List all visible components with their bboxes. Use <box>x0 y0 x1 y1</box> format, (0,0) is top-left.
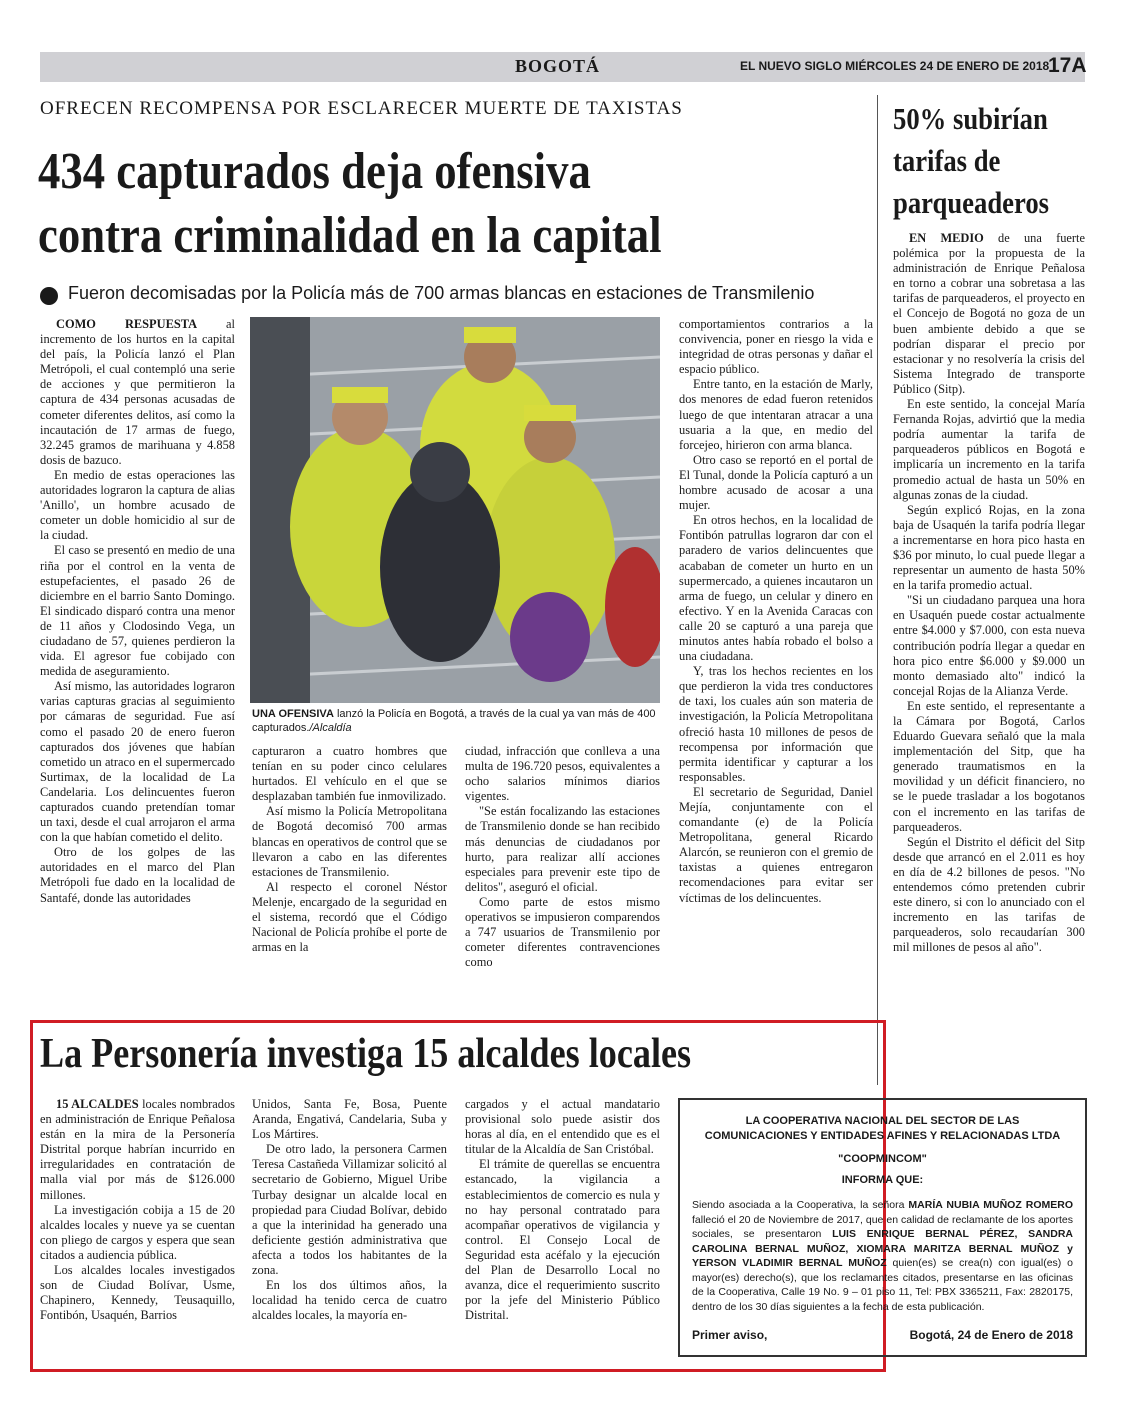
notice-date: Bogotá, 24 de Enero de 2018 <box>909 1328 1073 1342</box>
article-subhead: Fueron decomisadas por la Policía más de 700 armas blancas en estaciones de Transmilenio <box>68 283 815 303</box>
notice-person: MARÍA NUBIA MUÑOZ ROMERO <box>908 1199 1073 1211</box>
paragraph: En este sentido, la concejal María Fernanda Rojas, advirtió que la media podría aumentar la tarifa de parqueaderos públicos en Bogotá e implicaría un incremento en la tarifa promedio actual de hasta un 50% en algunas zonas de la ciudad. <box>893 397 1085 502</box>
side-headline-line1: 50% subirían <box>893 101 1048 136</box>
side-headline-line2: tarifas de <box>893 143 1001 178</box>
side-headline <box>893 98 1065 224</box>
paragraph: Y, tras los hechos recientes en los que perdieron la vida tres conductores de taxi, los cuales aún son materia de investigación, la Policía Metropolitana ofreció hasta 10 millones de pesos de recompensa por información que permita identificar y capturar a los responsables. <box>679 664 873 784</box>
caption-text: lanzó la Policía en Bogotá, a través de la cual ya van más de 400 capturados. <box>252 708 656 734</box>
page-number: 17A <box>1048 54 1087 77</box>
paragraph: Los alcaldes locales investigados son de Ciudad Bolívar, Usme, Chapinero, Kennedy, Teusaquillo, Fontibón, Usaquén, Barrios <box>40 1263 235 1323</box>
second-article-column-1 <box>40 1097 235 1352</box>
second-article-column-2 <box>252 1097 447 1352</box>
paragraph <box>40 1097 235 1203</box>
main-article-column-3 <box>465 744 660 999</box>
second-headline: La Personería investiga 15 alcaldes locales <box>40 1031 692 1077</box>
article-kicker: OFRECEN RECOMPENSA POR ESCLARECER MUERTE DE TAXISTAS <box>40 98 683 119</box>
paragraph-text: de una fuerte polémica por la propuesta de la administración de Enrique Peñalosa en torno a cobrar una sobretasa a las tarifas de parqueaderos, el proyecto en el Concejo de Bogotá no goza de un buen ambiente debido a que se podrían disparar el precio por estacionar y no resolvería la crisis del Sistema Integrado de transporte Público (Sitp). <box>893 231 1085 396</box>
paragraph: Según explicó Rojas, en la zona baja de Usaquén la tarifa podría llegar a incrementarse en hora pico hasta en $36 por minuto, lo cual puede llegar a representar un aumento de hasta 50% en la tarifa promedio actual. <box>893 502 1085 593</box>
main-headline <box>38 140 752 268</box>
paragraph: Así mismo, las autoridades lograron varias capturas gracias al seguimiento por cámaras de seguridad. Fue así como el pasado 20 de enero fueron capturados dos jóvenes que habían cometido un atraco en el supermercado Surtimax, de la localidad de La Candelaria. Los delincuentes fueron capturados cuando pretendían tomar un taxi, desde el cual arrojaron el arma con la que habían cometido el delito. <box>40 679 235 845</box>
column-divider <box>877 95 878 1085</box>
paragraph: "Se están focalizando las estaciones de Transmilenio donde se han recibido más denuncias de ciudadanos por hurto, para realizar allí acciones especiales para prevenir este tipo de delitos", aseguró el oficial. <box>465 804 660 894</box>
paragraph: capturaron a cuatro hombres que tenían en su poder cinco celulares hurtados. El vehículo en el que se desplazaban también fue inmovilizado. <box>252 744 447 804</box>
main-headline-line1: 434 capturados deja ofensiva <box>38 143 591 200</box>
paragraph: "Si un ciudadano parquea una hora en Usaquén puede costar actualmente entre $4.000 y $7.000, con esta nueva contribución podría llegar a quedar en hora pico entre $6.000 y $9.000 un monto demasiado alto" indicó la concejal Rojas de la Alianza Verde. <box>893 593 1085 698</box>
paragraph: En medio de estas operaciones las autoridades lograron la captura de alias 'Anillo', un hombre acusado de cometer un doble homicidio al sur de la ciudad. <box>40 467 235 543</box>
notice-body <box>692 1198 1073 1314</box>
paragraph: El secretario de Seguridad, Daniel Mejía, conjuntamente con el comandante (e) de la Policía Metropolitana, general Ricardo Alarcón, se reunieron con el gremio de taxistas a quienes entregaron recomendaciones para evitar ser víctimas de los delincuentes. <box>679 784 873 905</box>
notice-subtitle: INFORMA QUE: <box>841 1174 924 1186</box>
paragraph: En los dos últimos años, la localidad ha tenido cerca de cuatro alcaldes locales, la mayoría en- <box>252 1278 447 1323</box>
paragraph-text: al incremento de los hurtos en la capital del país, la Policía lanzó el Plan Metrópoli, el cual contempló una serie de acciones y que permitieron la captura de 434 personas acusadas de cometer diferentes delitos, así como la incautación de 17 armas de fuego, 32.245 gramos de marihuana y 4.858 dosis de bazuco. <box>40 317 235 467</box>
paragraph: Otro de los golpes de las autoridades en el marco del Plan Metrópoli fue dado en la localidad de Santafé, donde las autoridades <box>40 845 235 905</box>
paragraph: Así mismo la Policía Metropolitana de Bogotá decomisó 700 armas blancas en operativos de control que se llevaron a cabo en las diferentes estaciones de Transmilenio. <box>252 804 447 879</box>
paragraph: Según el Distrito el déficit del Sitp desde que arrancó en el 2.011 es hoy en día de 4.2 billones de pesos. "No entendemos cómo pretenden cubrir este dinero, si con lo anunciado con el incremento en las tarifas de parqueaderos, solo recaudarían 300 mil millones de pesos al año". <box>893 834 1085 955</box>
paragraph: cargados y el actual mandatario provisional solo puede asistir dos horas al día, en el entendido que es el titular de la Alcaldía de San Cristóbal. <box>465 1097 660 1157</box>
photo-credit: /Alcaldía <box>309 722 352 734</box>
side-headline-line3: parqueaderos <box>893 185 1050 220</box>
paragraph <box>893 231 1085 397</box>
notice-title-line2: COMUNICACIONES Y ENTIDADES AFINES Y RELACIONADAS LTDA <box>704 1130 1061 1142</box>
notice-aviso: Primer aviso, <box>692 1328 768 1342</box>
lead-in: COMO RESPUESTA <box>56 317 198 331</box>
paragraph: ciudad, infracción que conlleva a una multa de 196.720 pesos, equivalentes a ocho salarios mínimos diarios vigentes. <box>465 744 660 804</box>
main-article-column-1 <box>40 317 235 999</box>
photo-illustration <box>250 317 660 703</box>
bullet-icon <box>40 287 58 305</box>
notice-title <box>680 1114 1085 1144</box>
notice-body-text: falleció el 20 de Noviembre de 2017, que en calidad de reclamante de los aportes sociales, se presentaron <box>692 1213 1073 1240</box>
notice-title-line1: LA COOPERATIVA NACIONAL DEL SECTOR DE LAS <box>745 1115 1020 1127</box>
paragraph: comportamientos contrarios a la convivencia, poner en riesgo la vida e integridad de otras personas y dañar el espacio público. <box>679 317 873 377</box>
paragraph-text: locales nombrados en administración de Enrique Peñalosa están en la mira de la Personería Distrital porque habrían incurrido en irregularidades en contratación de malla vial por más de $126.000 millones. <box>40 1097 235 1202</box>
paragraph: La investigación cobija a 15 de 20 alcaldes locales y nueve ya se cuentan con pliego de cargos y espera que sean citados a audiencia pública. <box>40 1202 235 1262</box>
cooperative-notice <box>678 1098 1087 1357</box>
paragraph: Otro caso se reportó en el portal de El Tunal, donde la Policía capturó a un hombre acusado de acosar a una mujer. <box>679 452 873 513</box>
paragraph: Entre tanto, en la estación de Marly, dos menores de edad fueron retenidos luego de que intentaran atracar a una usuaria a la que, en medio del forcejeo, hirieron con arma blanca. <box>679 377 873 452</box>
paragraph: El trámite de querellas se encuentra estancado, la vigilancia a establecimientos de comercio es nula y no hay personal contratado para acompañar operativos de vigilancia y control. El Consejo Local de Seguridad esta acéfalo y la ejecución del Plan de Desarrollo Local no avanza, dice el requerimiento suscrito por la jefe del Ministerio Público Distrital. <box>465 1157 660 1323</box>
main-headline-line2: contra criminalidad en la capital <box>38 207 662 264</box>
news-photo <box>250 317 660 703</box>
section-name: BOGOTÁ <box>515 56 601 76</box>
paragraph: En este sentido, el representante a la Cámara por Bogotá, Carlos Eduardo Guevara señaló que la mala implementación del Sitp, que ha generado traumatismos en la movilidad y un déficit financiero, no se le puede trasladar a los bogotanos con el incremento en las tarifas de parqueaderos. <box>893 698 1085 834</box>
paragraph: Unidos, Santa Fe, Bosa, Puente Aranda, Engativá, Candelaria, Suba y Los Mártires. <box>252 1097 447 1142</box>
main-article-column-2 <box>252 744 447 999</box>
paragraph: De otro lado, la personera Carmen Teresa Castañeda Villamizar solicitó al secretario de Gobierno, Miguel Uribe Turbay designar un alcalde local en propiedad para Ciudad Bolívar, debido a que la interinidad ha generado una deficiente gestión administrativa que afecta a todos los habitantes de la zona. <box>252 1142 447 1278</box>
notice-claimants: LUIS ENRIQUE BERNAL PÉREZ, SANDRA CAROLINA BERNAL MUÑOZ, XIOMARA MARITZA BERNAL MUÑOZ y YERSON VLADIMIR BERNAL MUÑOZ <box>692 1228 1073 1269</box>
side-article-body <box>893 231 1085 1091</box>
lead-in: 15 ALCALDES <box>56 1097 139 1111</box>
paragraph: El caso se presentó en medio de una riña por el control en la venta de estupefacientes, el pasado 26 de diciembre en el barrio Santo Domingo. El sindicado disparó contra una menor de 11 años y Clodosindo Vega, un ciudadano de 57, quienes perdieron la vida. El agresor fue cobijado con medida de aseguramiento. <box>40 543 235 679</box>
paragraph: Como parte de estos mismo operativos se impusieron comparendos a 747 usuarios de Transmilenio por cometer diferentes contravenciones como <box>465 894 660 970</box>
paragraph <box>40 317 235 468</box>
publication-date-line: EL NUEVO SIGLO MIÉRCOLES 24 DE ENERO DE 2018 <box>740 59 1050 73</box>
notice-body-text: quien(es) se crea(n) con igual(es) o mayor(es) derecho(s), que los reclamantes citados, presentarse en las oficinas de la Cooperativa, Calle 19 No. 9 – 01 piso 11, Tel: PBX 3365211, Fax: 2820175, dentro de los 30 días siguientes a la fecha de esta publicación. <box>692 1257 1073 1313</box>
notice-body-text: Siendo asociada a la Cooperativa, la señora <box>692 1199 909 1211</box>
notice-organization: "COOPMINCOM" <box>838 1153 927 1165</box>
main-article-column-4 <box>679 317 873 999</box>
caption-lead: UNA OFENSIVA <box>252 708 334 720</box>
photo-caption <box>252 707 662 735</box>
paragraph: En otros hechos, en la localidad de Fontibón patrullas lograron dar con el paradero de varios delincuentes que acababan de cometer un hurto en un supermercado, a quienes incautaron un arma de fuego, un celular y dinero en efectivo. Y en la Avenida Caracas con calle 20 se capturó a una pareja que minutos antes había robado el bolso a una ciudadana. <box>679 513 873 664</box>
lead-in: EN MEDIO <box>909 231 984 245</box>
paragraph: Al respecto el coronel Néstor Melenje, encargado de la seguridad en el sistema, recordó que el Código Nacional de Policía prohíbe el porte de armas en la <box>252 879 447 955</box>
second-article-column-3 <box>465 1097 660 1352</box>
